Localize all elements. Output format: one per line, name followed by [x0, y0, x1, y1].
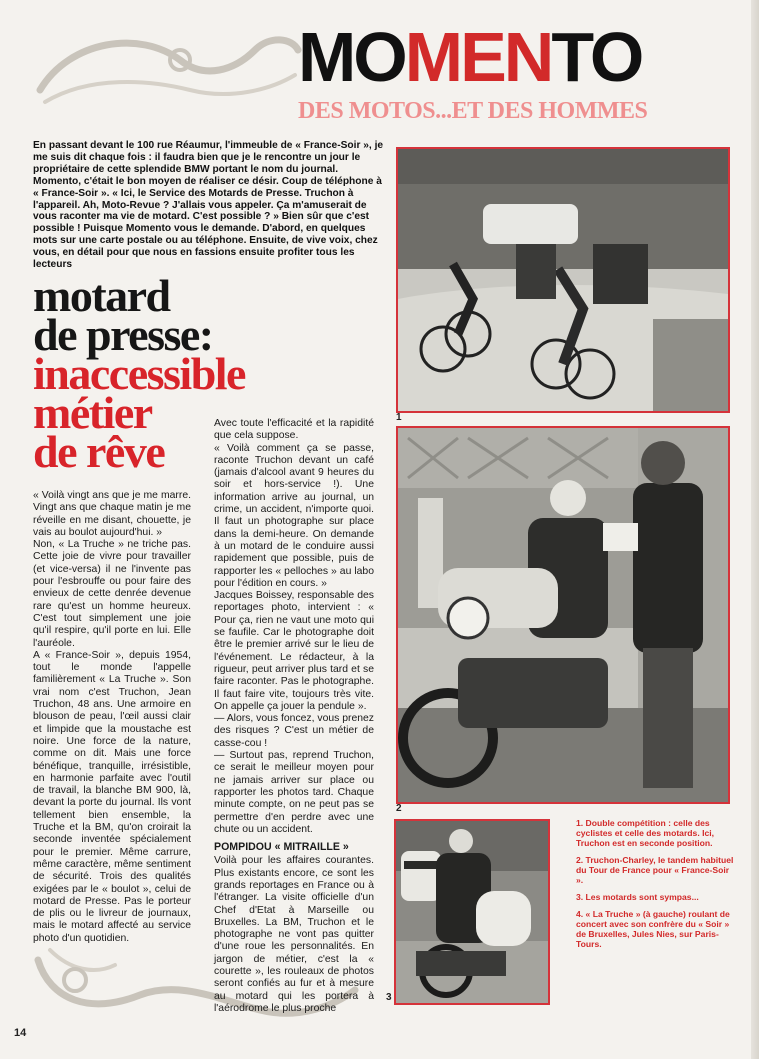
motard-photographer-image [398, 428, 728, 802]
headline-line-2: de presse: [33, 309, 213, 360]
intro-paragraph: En passant devant le 100 rue Réaumur, l'immeuble de « France-Soir », je me suis dit chaque fois : il faudra bien que je le rencontre un jour le propriétaire de cette splendide BMW portant le nom du journal. Momento, c'était le bon moyen de réaliser ce désir. Coup de téléphone à « France-Soir ». « Ici, le Service des Motards de Presse. Truchon à l'appareil. Ah, Moto-Revue ? J'allais vous appeler. Ça m'amuserait de vous raconter ma vie de motard. C'est possible ? » Bien sûr que c'est possible ! Puisque Momento vous le demande. D'abord, en quelques mots sur une carte postale ou au téléphone. Ensuite, de vive voix, chez vous, en détail pour que nous en fassions ensuite profiter tous les lecteurs [33, 140, 384, 271]
masthead-part1: MO [298, 18, 405, 96]
column2-paragraph: Voilà pour les affaires courantes. Plus existants encore, ce sont les grands reportages en France ou à l'étranger. La visite officielle d'un Chef d'Etat à Marseille ou Bruxelles. La BM, Truchon et le photographe ne vont pas quitter d'une roue les personnalités. En jargon de métier, c'est la « courette », les rouleaux de photos seront confiés au fur et à mesure au motard qui les portera à l'aérodrome le plus proche [214, 855, 374, 1014]
headline-line-5: de rêve [33, 426, 165, 477]
column2-paragraph: Avec toute l'efficacité et la rapidité que cela suppose. [214, 418, 374, 442]
section-heading: POMPIDOU « MITRAILLE » [214, 841, 349, 854]
page-edge [751, 0, 759, 1059]
column1-paragraph: A « France-Soir », depuis 1954, tout le monde l'appelle familièrement « La Truche ». Son vrai nom c'est Truchon, Jean Truchon, 48 ans. Une armoire en blouson de peau, l'œil aussi clair et limpide que la moustache est noire. Une force de la nature, comme on dit. Mais une force bénéfique, tranquille, irrésistible, en harmonie parfaite avec l'outil de travail, la blanche BM 900, là, devant la porte du journal. Ils vont tellement bien ensemble, la Truche et la BM, qu'on croirait la seconde inventée spécialement pour le premier. Même carrure, même caractère, même sentiment de sécurité. Trois des qualités exigées par le « boulot », celui de motard de Presse. Pas le porteur de plis ou le livreur de journaux, mais le motard affecté au service photo d'un quotidien. [33, 649, 191, 944]
article-column-1 [33, 490, 191, 950]
masthead-title [298, 18, 738, 96]
photo-number-1: 1 [396, 412, 402, 423]
article-column-2 [214, 418, 374, 1014]
column2-paragraph: « Voilà comment ça se passe, raconte Truchon devant un café (jamais d'alcool avant 9 heures du soir et hors-service !). Une information arrive au journal, un crime, un accident, n'importe quoi. Il faut un photographe sur place dans la demi-heure. On demande à un motard de le conduire aussi rapidement que possible, puis de rapporter les « pelloches » au labo pour l'édition en cours. » [214, 442, 374, 589]
headline-line-3: inaccessible [33, 348, 245, 399]
column2-paragraph: — Surtout pas, reprend Truchon, ce serait le meilleur moyen pour ne jamais arriver sur place ou rapporter les photos tard. Chaque minute compte, on ne peut pas se permettre d'en perdre avec une chute ou un accident. [214, 750, 374, 835]
top-ornament [30, 20, 300, 115]
column1-paragraph: « Voilà vingt ans que je me marre. Vingt ans que chaque matin je me réveille en me disant, chouette, je vais au boulot aujourd'hui. » [33, 490, 191, 538]
column2-paragraph: Jacques Boissey, responsable des reportages photo, intervient : « Pour ça, rien ne vaut une moto qui se faufile. Car le photographe doit être le premier arrivé sur le lieu de l'événement. Le rédacteur, à la rigueur, peut arriver plus tard et se faire raconter. Pas le photographe. Il faut faire vite, toujours très vite. On appelle ça jouer la pendule ». [214, 590, 374, 712]
photo-motards-sympas [394, 819, 550, 1005]
column2-paragraph: — Alors, vous foncez, vous prenez des risques ? C'est un métier de casse-cou ! [214, 713, 374, 749]
caption-item: 3. Les motards sont sympas... [576, 892, 699, 902]
cyclists-race-image [398, 149, 728, 411]
headline-line-1: motard [33, 270, 170, 321]
headline-line-4: métier [33, 387, 152, 438]
photo-motard-and-photographer [396, 426, 730, 804]
page-number: 14 [14, 1027, 27, 1039]
photo-captions [576, 818, 736, 998]
motards-image [396, 821, 548, 1003]
photo-number-2: 2 [396, 803, 402, 814]
column1-paragraph: Non, « La Truche » ne triche pas. Cette joie de vivre pour travailler (et vice-versa) il ne l'invente pas pour l'esbrouffe ou pour faire des envieux de cette denrée devenue rare qu'est un homme heureux. C'est tout simplement une joie qu'il respire, qu'il porte en lui. Elle l'auréole. [33, 539, 191, 649]
photo-number-3: 3 [386, 992, 392, 1003]
caption-item: 1. Double compétition : celle des cyclistes et celle des motards. Ici, Truchon est en seconde position. [576, 818, 715, 848]
photo-cyclists-race [396, 147, 730, 413]
caption-item: 4. « La Truche » (à gauche) roulant de concert avec son confrère du « Soir » de Bruxelles, Jules Nies, sur Paris-Tours. [576, 909, 730, 949]
caption-item: 2. Truchon-Charley, le tandem habituel du Tour de France pour « France-Soir ». [576, 855, 734, 885]
masthead-subtitle: DES MOTOS...ET DES HOMMES [298, 98, 648, 124]
masthead-part3: TO [551, 18, 642, 96]
masthead-part2: MEN [404, 18, 552, 96]
